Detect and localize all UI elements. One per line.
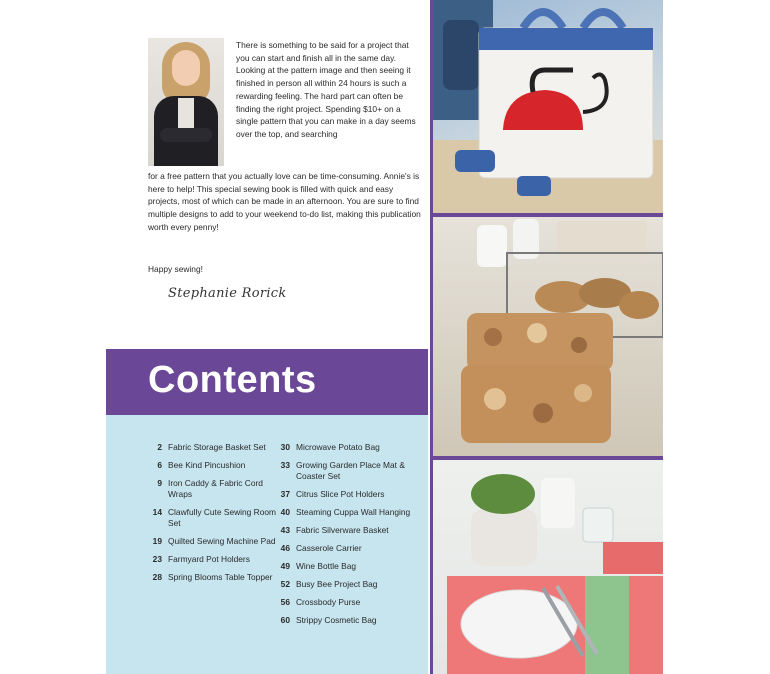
toc-page-number: 30 [280, 442, 290, 452]
toc-entry [144, 554, 278, 565]
pitcher [541, 478, 575, 528]
iron-handle [443, 20, 479, 90]
toc-entry-title: Iron Caddy & Fabric Cord Wraps [168, 478, 263, 499]
bag-print-2 [527, 323, 547, 343]
toc-entry-title: Steaming Cuppa Wall Hanging [296, 507, 411, 517]
project-photo-column [430, 0, 663, 674]
bag-print-1 [484, 328, 502, 346]
book-page [106, 0, 663, 674]
toc-entry-title: Crossbody Purse [296, 597, 361, 607]
plant-leaves [471, 474, 535, 514]
toc-entry-title: Farmyard Pot Holders [168, 554, 250, 564]
toc-entry-title: Quilted Sewing Machine Pad [168, 536, 276, 546]
editor-letter [106, 0, 428, 349]
basket-handle-left [523, 12, 563, 28]
photo-storage-basket [433, 0, 663, 213]
portrait-face [172, 50, 200, 86]
toc-page-number: 9 [157, 478, 162, 488]
toc-entry-title: Growing Garden Place Mat & Coaster Set [296, 460, 405, 481]
toc-entry-title: Clawfully Cute Sewing Room Set [168, 507, 276, 528]
plant-pot [471, 508, 537, 566]
toc-entry [144, 478, 278, 500]
editor-signature: Stephanie Rorick [168, 286, 287, 301]
basket-lining [479, 28, 653, 50]
toc-entry [144, 507, 278, 529]
toc-entry [272, 597, 422, 608]
toc-page-number: 33 [280, 460, 290, 470]
signoff-text: Happy sewing! [148, 264, 203, 274]
cord-wrap-1 [455, 150, 495, 172]
toc-entry-title: Wine Bottle Bag [296, 561, 357, 571]
place-mat-stripe [585, 576, 629, 674]
potato-bag-illustration [433, 217, 663, 456]
place-mat-illustration [433, 460, 663, 674]
photo-potato-bag [433, 217, 663, 456]
potato-3 [619, 291, 659, 319]
toc-entry-title: Strippy Cosmetic Bag [296, 615, 377, 625]
toc-entry [144, 442, 278, 453]
toc-entry [272, 507, 422, 518]
toc-entry [272, 561, 422, 572]
toc-entry [272, 442, 422, 453]
toc-entry [272, 615, 422, 626]
storage-basket-illustration [433, 0, 663, 213]
toc-entry [272, 489, 422, 500]
toc-entry-title: Microwave Potato Bag [296, 442, 380, 452]
table-of-contents [106, 415, 428, 674]
toc-page-number: 60 [280, 615, 290, 625]
intro-paragraph-bottom: for a free pattern that you actually love can be time-consuming. Annie's is here to help! This special sewing book is filled with quick and easy projects, most of which can be made in an afternoon. You are sure to find multiple designs to add to your weekend to-do list, making this publication worth every penny! [148, 171, 421, 232]
bag-print-4 [484, 388, 506, 410]
potato-bag-bottom [461, 365, 611, 443]
contents-title: Contents [148, 359, 317, 401]
toc-page-number: 14 [152, 507, 162, 517]
jar-1 [477, 225, 507, 267]
toc-page-number: 19 [152, 536, 162, 546]
toc-entry [144, 460, 278, 471]
toc-entry-title: Bee Kind Pincushion [168, 460, 246, 470]
bag-print-6 [574, 384, 592, 402]
contents-banner [106, 349, 428, 415]
bag-print-5 [533, 403, 553, 423]
coaster [603, 542, 663, 574]
dinner-plate [461, 590, 577, 658]
toc-entry-title: Fabric Silverware Basket [296, 525, 389, 535]
toc-page-number: 43 [280, 525, 290, 535]
toc-right-column [272, 442, 422, 633]
cord-wrap-2 [517, 176, 551, 196]
intro-paragraph-top: There is something to be said for a project that you can start and finish all in the same day. Looking at the pattern image and then seeing it finished in person all within 24 hours is such a rewarding feeling. The hard part can often be finding the right project. Spending $10+ on a single pattern that you can make in a day seems over the top, and searching [236, 40, 416, 139]
portrait-crossed-arms [160, 128, 212, 142]
toc-page-number: 2 [157, 442, 162, 452]
toc-entry-title: Busy Bee Project Bag [296, 579, 378, 589]
toc-page-number: 56 [280, 597, 290, 607]
toc-left-column [144, 442, 278, 590]
toc-entry [272, 525, 422, 536]
toc-entry-title: Casserole Carrier [296, 543, 362, 553]
toc-entry [144, 536, 278, 547]
toc-entry [272, 579, 422, 590]
toc-page-number: 40 [280, 507, 290, 517]
toc-page-number: 46 [280, 543, 290, 553]
toc-page-number: 28 [152, 572, 162, 582]
toc-entry-title: Citrus Slice Pot Holders [296, 489, 385, 499]
toc-entry [272, 543, 422, 554]
toc-entry-title: Spring Blooms Table Topper [168, 572, 273, 582]
glass [583, 508, 613, 542]
toc-entry [144, 572, 278, 583]
toc-entry-title: Fabric Storage Basket Set [168, 442, 266, 452]
bag-print-3 [571, 337, 587, 353]
toc-entry [272, 460, 422, 482]
toc-page-number: 49 [280, 561, 290, 571]
canister [557, 221, 647, 257]
photo-place-mat [433, 460, 663, 674]
toc-page-number: 23 [152, 554, 162, 564]
toc-page-number: 6 [157, 460, 162, 470]
editor-portrait [148, 38, 224, 166]
toc-page-number: 52 [280, 579, 290, 589]
basket-handle-right [583, 12, 623, 28]
toc-page-number: 37 [280, 489, 290, 499]
